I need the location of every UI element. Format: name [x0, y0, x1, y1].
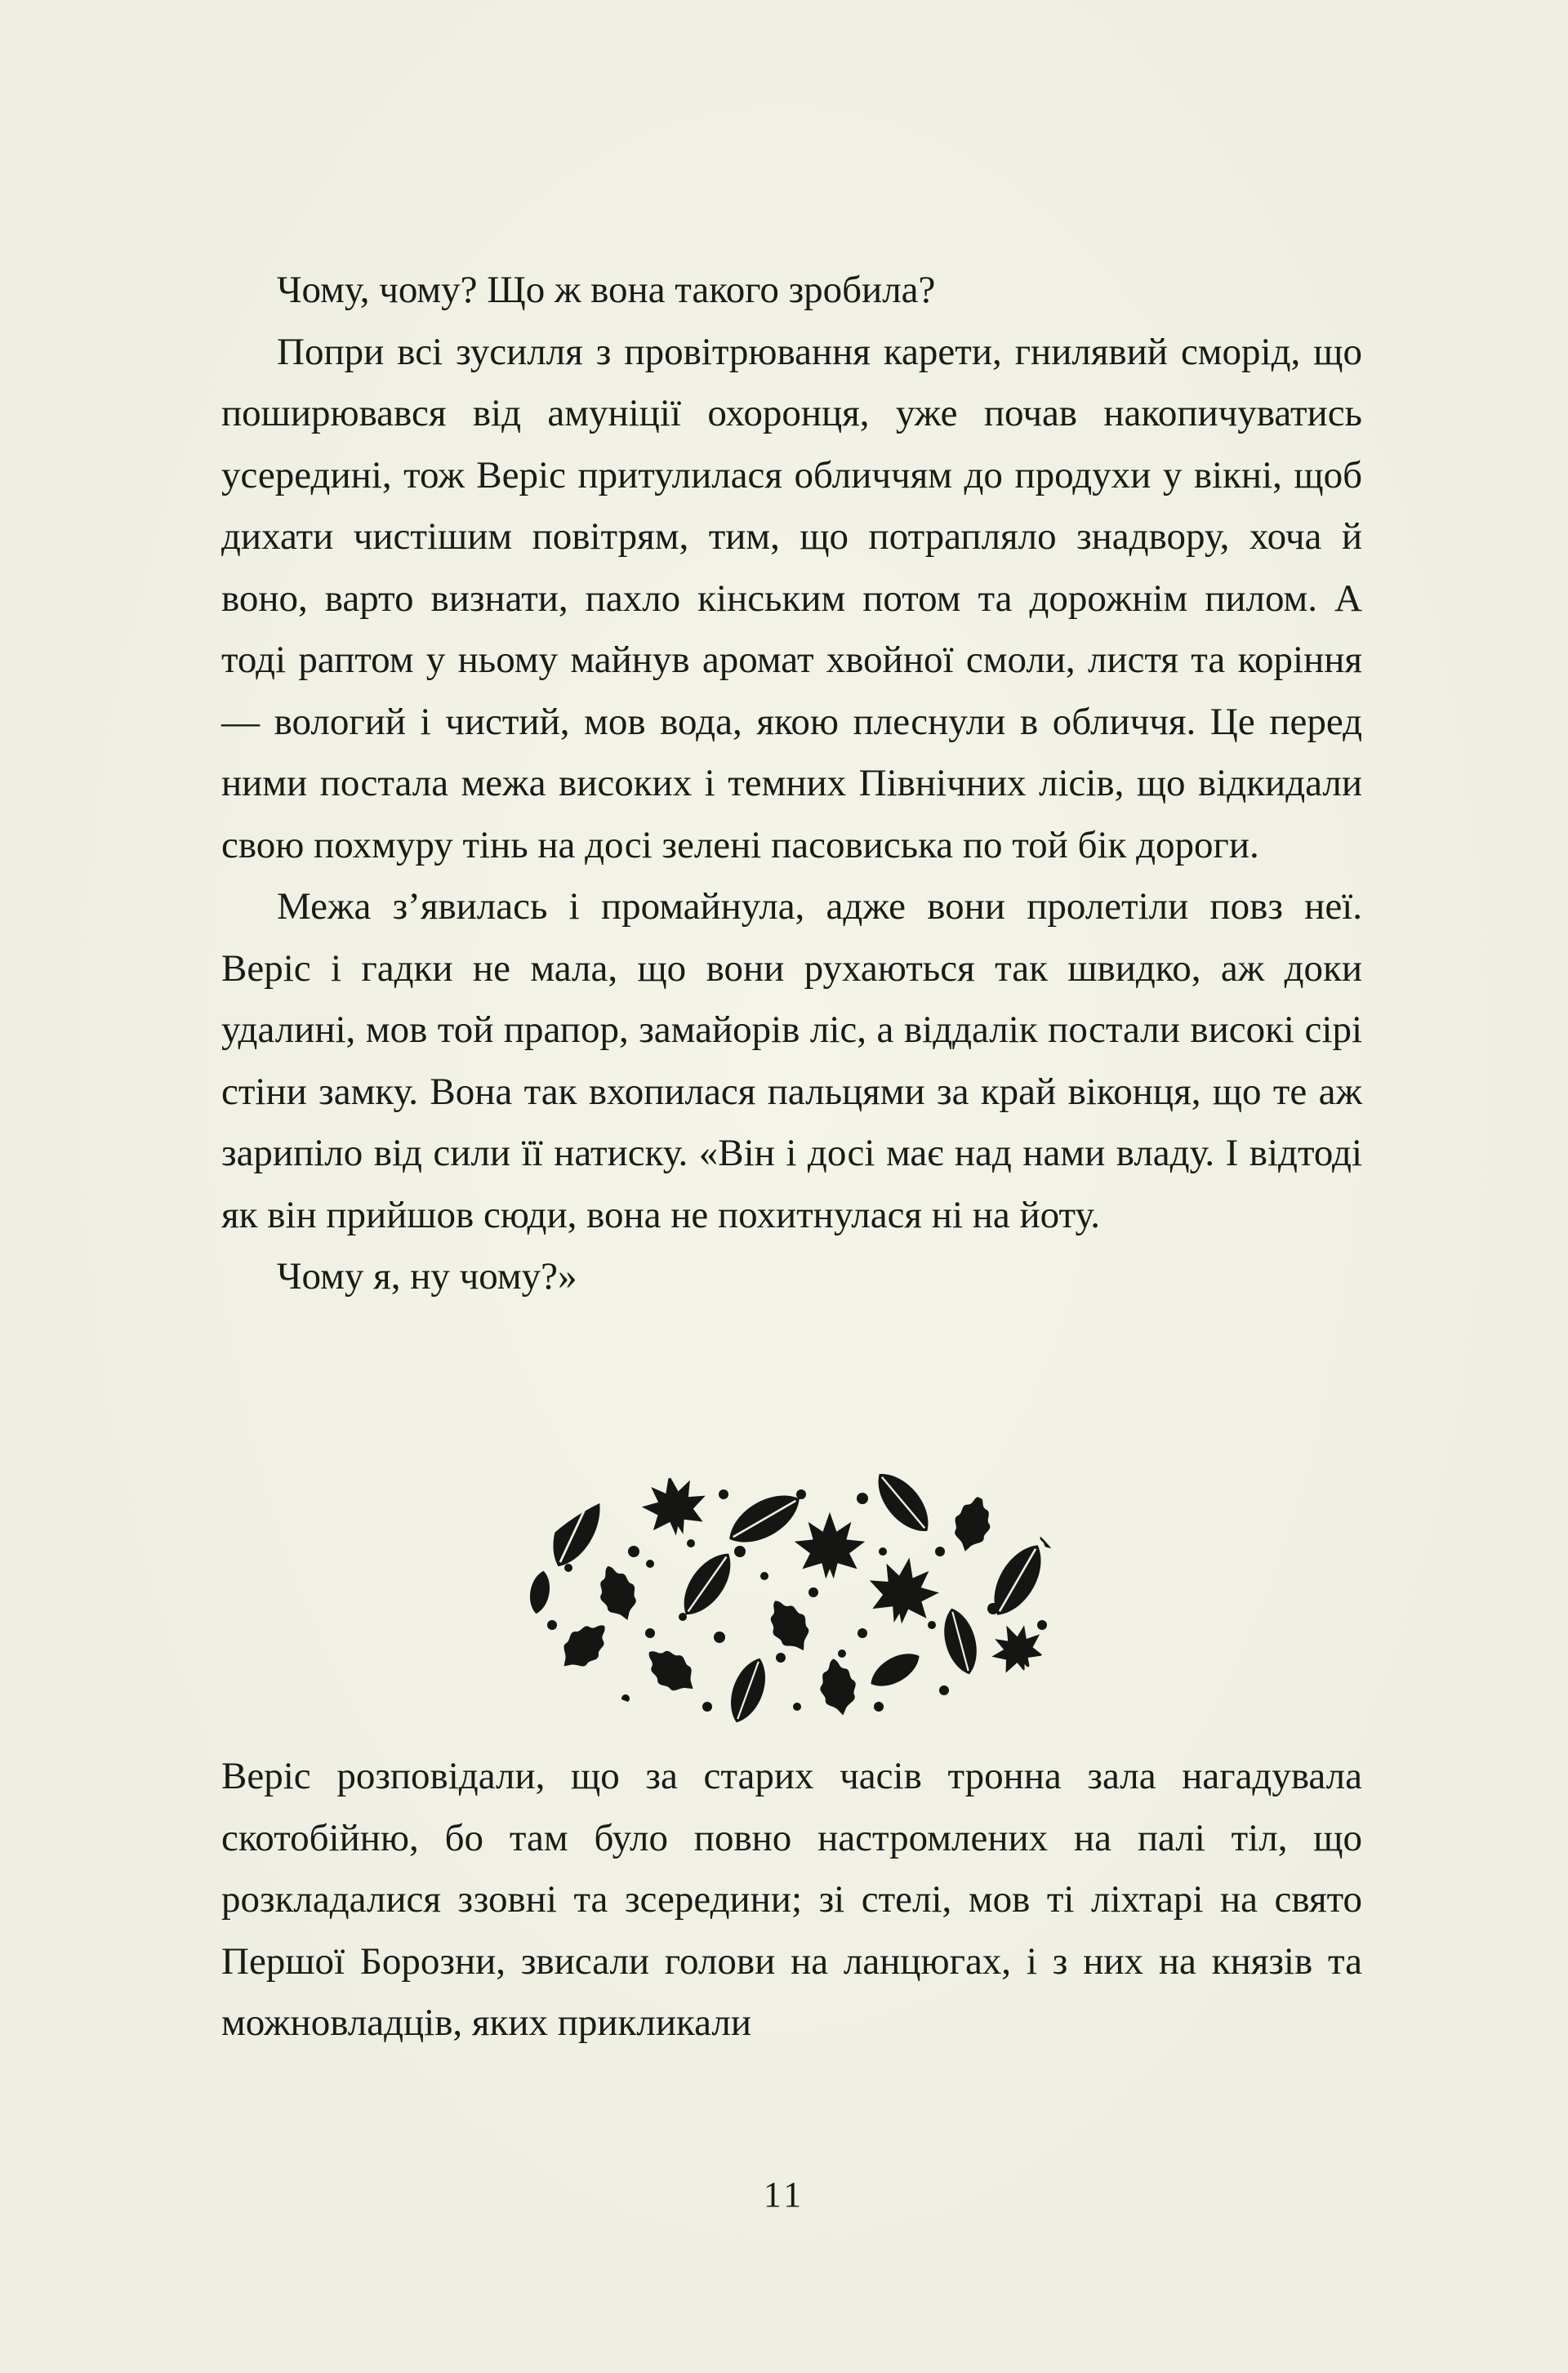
paragraph: Чому, чому? Що ж вона такого зробила? — [277, 269, 936, 311]
paragraph: Чому я, ну чому?» — [277, 1255, 577, 1298]
paragraph: Веріс розповідали, що за старих часів тронна зала нагадувала скотобійню, бо там було повно настромлених на палі тіл, що розкладалися ззовні та зсередини; зі стелі, мов ті ліхтарі на свято Першої Борозни, звисали голови на ланцюгах, і з них на князів та можновладців, яких прикликали — [221, 1755, 1362, 2044]
leaf-ornament-icon — [519, 1462, 1071, 1731]
paragraph: Попри всі зусилля з провітрювання карети, гнилявий сморід, що поширювався від амуніції охоронця, уже почав накопичуватись усередині, тож Веріс притулилася обличчям до продухи у вікні, щоб дихати чистішим повітрям, тим, що потрапляло знадвору, хоча й воно, варто визнати, пахло кінським потом та дорожнім пилом. А тоді раптом у ньому майнув аромат хвойної смоли, листя та коріння — вологий і чистий, мов вода, якою плеснули в обличчя. Це перед ними постала межа високих і темних Північних лісів, що відкидали свою похмуру тінь на досі зелені пасовиська по той бік дороги. — [221, 330, 1362, 866]
paragraph: Межа з’явилась і промайнула, адже вони пролетіли повз неї. Веріс і гадки не мала, що вони рухаються так швидко, аж доки удалині, мов той прапор, замайорів ліс, а віддалік постали високі сірі стіни замку. Вона так вхопилася пальцями за край віконця, що те аж зарипіло від сили її натиску. «Він і досі має над нами владу. І відтоді як він прийшов сюди, вона не похитнулася ні на йоту. — [221, 885, 1362, 1236]
page-number: 11 — [763, 2175, 805, 2215]
text-section-1 — [221, 260, 1362, 1308]
text-section-2 — [221, 1746, 1362, 2055]
